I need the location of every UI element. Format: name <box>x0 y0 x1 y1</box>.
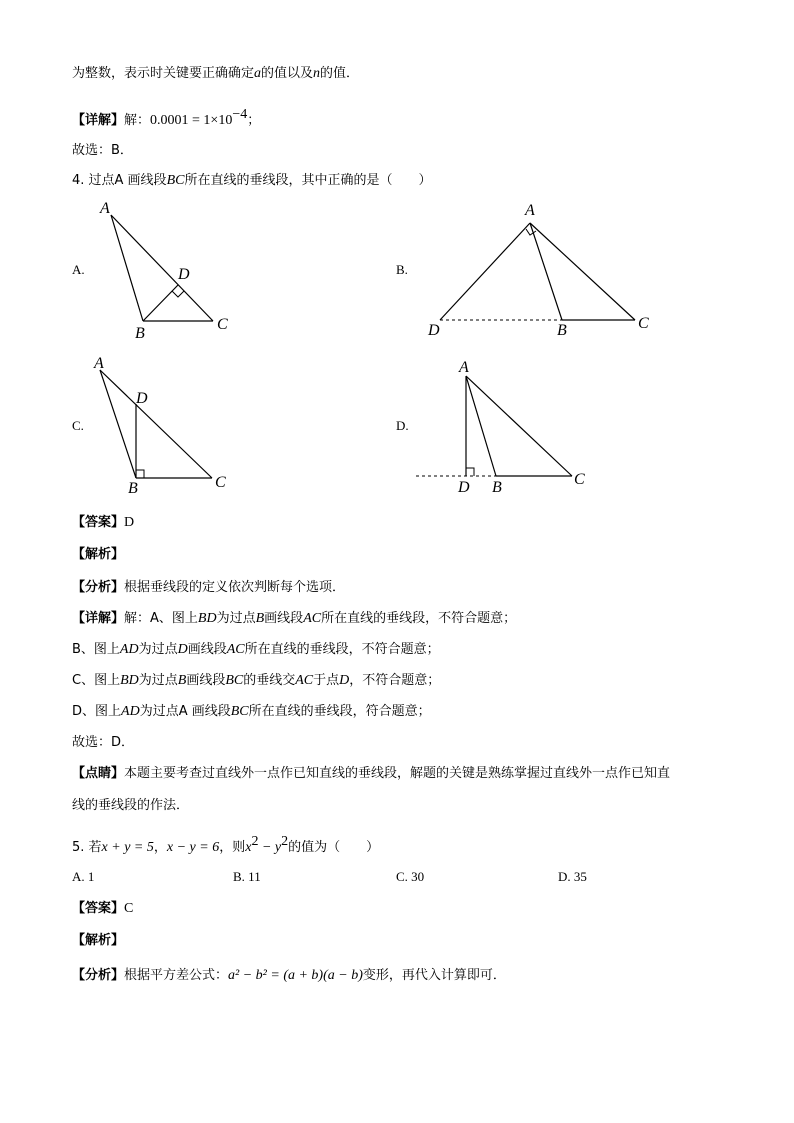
detail-4-b <box>72 640 440 660</box>
segment-ab <box>100 370 136 478</box>
detail-4-d <box>72 702 431 722</box>
text-segment: 所在直线的垂线段，不符合题意； <box>321 611 517 626</box>
selection-line: 故选：B． <box>72 143 133 158</box>
math-expression: 0.0001 = 1×10 <box>150 113 233 128</box>
answer-tag: 【答案】 <box>72 515 125 530</box>
text-segment: ， <box>153 840 167 855</box>
selection-4: 故选：D． <box>72 735 135 750</box>
label-c: C <box>215 474 226 491</box>
label-d: D <box>458 479 470 496</box>
segment-ac <box>466 376 572 476</box>
analysis-tag: 【分析】 <box>72 580 125 595</box>
label-a: A <box>94 355 104 372</box>
text-segment: 于点 <box>313 673 340 688</box>
answer-tag: 【答案】 <box>72 901 125 916</box>
text-line-1 <box>72 64 359 84</box>
text-segment: 5. 若 <box>72 840 102 855</box>
label-d: D <box>178 266 190 283</box>
label-a: A <box>525 202 535 219</box>
answer-value: D <box>124 515 135 530</box>
text-segment: 变形，再代入计算即可． <box>362 968 506 983</box>
label-a: A <box>459 359 469 376</box>
math-eq-1: x + y = 5 <box>101 840 154 855</box>
figure-c <box>90 350 240 500</box>
figure-d <box>412 350 602 500</box>
text-segment: 所在直线的垂线段，不符合题意； <box>244 642 440 657</box>
analysis-5-tag: 【解析】 <box>72 933 125 948</box>
detail-line <box>72 105 260 131</box>
text-segment: ，不符合题意； <box>349 673 441 688</box>
text-segment: 本题主要考查过直线外一点作已知直线的垂线段，解题的关键是熟练掌握过直线外一点作已知直 <box>124 766 671 781</box>
math-bc: BC <box>230 704 249 719</box>
math-ad: AD <box>121 704 140 719</box>
text-segment: ； <box>247 113 261 128</box>
option-5-a: A. 1 <box>72 869 95 884</box>
text-segment: 所在直线的垂线段，符合题意； <box>248 704 431 719</box>
math-formula: a² − b² = (a + b)(a − b) <box>228 968 363 983</box>
right-angle-mark <box>526 229 536 235</box>
label-d: D <box>428 322 440 339</box>
label-c: C <box>217 316 228 333</box>
text-segment: 根据垂线段的定义依次判断每个选项． <box>124 580 346 595</box>
text-segment: 画线段 <box>264 611 304 626</box>
right-angle-mark <box>466 468 474 476</box>
option-5-b: B. 11 <box>233 869 261 884</box>
figure-a <box>90 195 250 345</box>
label-a: A <box>100 200 110 217</box>
text-segment: 的值为（ ） <box>288 840 380 855</box>
math-exponent: 2 <box>251 834 259 849</box>
text-segment: 画线段 <box>186 673 226 688</box>
math-x: x <box>245 840 252 855</box>
text-segment: 解： <box>124 113 151 128</box>
detail-4-a <box>72 609 516 629</box>
segment-bd <box>143 285 178 321</box>
math-exponent: −4 <box>232 107 248 122</box>
math-ac: AC <box>295 673 314 688</box>
answer-4 <box>72 513 134 533</box>
text-segment: 的值． <box>320 66 360 81</box>
analysis-tag: 【分析】 <box>72 968 125 983</box>
answer-5 <box>72 899 133 919</box>
answer-value: C <box>124 901 134 916</box>
label-b: B <box>135 325 145 342</box>
analysis-4 <box>72 578 345 598</box>
key-point-tag: 【点睛】 <box>72 766 125 781</box>
label-d: D <box>136 390 148 407</box>
label-c: C <box>574 471 585 488</box>
text-segment: 为整数，表示时关键要正确确定 <box>72 66 255 81</box>
text-segment: 所在直线的垂线段，其中正确的是（ ） <box>184 173 432 188</box>
detail-tag: 【详解】 <box>72 611 125 626</box>
math-ad: AD <box>119 642 139 657</box>
text-segment: 画线段 <box>187 642 227 657</box>
math-a: a <box>254 66 262 81</box>
analysis-5 <box>72 966 506 986</box>
detail-4-c <box>72 671 440 691</box>
text-segment: ，则 <box>219 840 246 855</box>
analysis-4-tag: 【解析】 <box>72 547 125 562</box>
math-n: n <box>313 66 321 81</box>
option-c-label: C. <box>72 418 84 433</box>
segment-ab <box>466 376 496 476</box>
segment-ac <box>111 215 213 321</box>
figure-b <box>420 195 665 345</box>
segment-ad <box>440 223 530 320</box>
text-segment: 为过点 <box>216 611 256 626</box>
option-a-label: A. <box>72 262 85 277</box>
label-b: B <box>128 480 138 497</box>
text-segment: B、图上 <box>72 642 120 657</box>
right-angle-mark <box>172 291 184 297</box>
option-d-label: D. <box>396 418 409 433</box>
math-minus-y: − y <box>258 840 282 855</box>
math-bd: BD <box>197 611 217 626</box>
math-ac: AC <box>226 642 245 657</box>
math-b: B <box>255 611 265 626</box>
math-eq-2: x − y = 6 <box>166 840 220 855</box>
math-exponent: 2 <box>281 834 289 849</box>
math-ac: AC <box>303 611 322 626</box>
math-bd: BD <box>120 673 139 688</box>
math-d: D <box>339 673 350 688</box>
text-segment: 的垂线交 <box>243 673 296 688</box>
text-segment: 解：A、图上 <box>124 611 198 626</box>
option-5-d: D. 35 <box>558 869 587 884</box>
key-point <box>72 764 670 784</box>
detail-tag: 【详解】 <box>72 113 125 128</box>
key-point-cont: 线的垂线段的作法． <box>72 798 190 813</box>
label-c: C <box>638 315 649 332</box>
text-segment: 根据平方差公式： <box>124 968 229 983</box>
text-segment: C、图上 <box>72 673 121 688</box>
math-b: B <box>177 673 187 688</box>
question-4-stem <box>72 171 431 191</box>
right-angle-mark <box>136 470 144 478</box>
text-segment: 为过点 <box>138 673 178 688</box>
math-bc: BC <box>166 173 185 188</box>
label-b: B <box>492 479 502 496</box>
math-bc: BC <box>225 673 244 688</box>
text-segment: 为过点A 画线段 <box>139 704 231 719</box>
text-segment: 为过点 <box>138 642 178 657</box>
math-d: D <box>177 642 188 657</box>
text-segment: D、图上 <box>72 704 122 719</box>
segment-ac <box>100 370 212 478</box>
label-b: B <box>557 322 567 339</box>
text-segment: 的值以及 <box>261 66 314 81</box>
option-5-c: C. 30 <box>396 869 425 884</box>
option-b-label: B. <box>396 262 408 277</box>
question-5-stem <box>72 832 379 858</box>
text-segment: 4. 过点A 画线段 <box>72 173 167 188</box>
